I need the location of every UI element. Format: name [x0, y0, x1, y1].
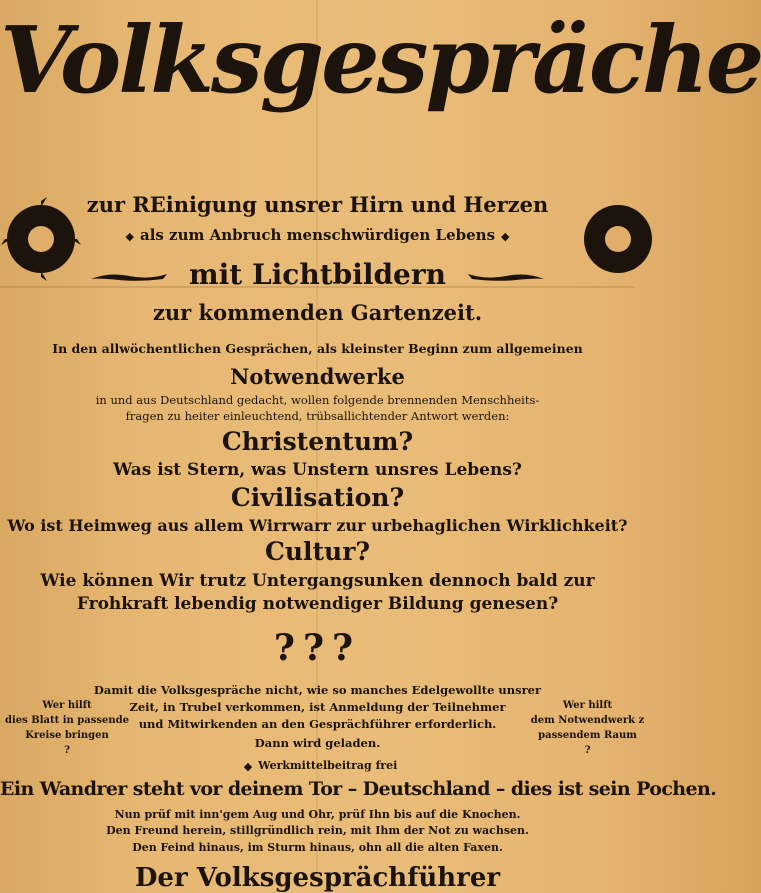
subtitle-line-1: zur REinigung unsrer Hirn und Herzen	[86, 192, 549, 217]
flourish-right-icon	[466, 270, 546, 284]
wandrer-verse-line-2: Nun prüf mit inn'gem Aug und Ohr, prüf Ihn bis auf die Knochen.	[114, 808, 521, 821]
question-civilisation: Wo ist Heimweg aus allem Wirrwarr zur urbehaglichen Wirklichkeit?	[7, 516, 628, 535]
heading-christentum: Christentum?	[221, 427, 414, 456]
notice-line-4: Dann wird geladen.	[254, 736, 381, 750]
side-left-line: dies Blatt in passende	[5, 715, 129, 726]
subtitle-line-2	[0, 226, 635, 244]
heading-civilisation: Civilisation?	[230, 483, 405, 512]
diamond-icon: ◆	[243, 759, 253, 773]
side-right-line: ?	[584, 745, 591, 756]
diamond-left-icon: ◆	[125, 229, 134, 243]
werkmittelbeitrag-text: Werkmittelbeitrag frei	[258, 759, 398, 772]
wandrer-verse-line-3: Den Freund herein, stillgründlich rein, mit Ihm der Not zu wachsen.	[106, 824, 529, 837]
poster-title: Volksgespräche	[0, 6, 761, 114]
notice-line-2: Zeit, in Trubel verkommen, ist Anmeldung der Teilnehmer	[129, 700, 506, 714]
intro-line-2: in und aus Deutschland gedacht, wollen folgende brennenden Menschheits-	[95, 393, 540, 407]
intro-line-3: fragen zu heiter einleuchtend, trübsallichtender Antwort werden:	[125, 409, 510, 423]
lichtbildern-text: mit Lichtbildern	[189, 258, 446, 291]
notice-line-1: Damit die Volksgespräche nicht, wie so manches Edelgewollte unsrer	[93, 683, 542, 697]
side-left-line: ?	[64, 745, 70, 756]
flourish-left-icon	[89, 270, 169, 284]
wandrer-verse-line-1: Ein Wandrer steht vor deinem Tor – Deutschland – dies ist sein Pochen.	[0, 778, 717, 800]
question-cultur-line-2: Frohkraft lebendig notwendiger Bildung genesen?	[76, 594, 559, 614]
side-right-line: passendem Raum	[538, 730, 637, 741]
wandrer-verse-line-4: Den Feind hinaus, im Sturm hinaus, ohn all die alten Faxen.	[132, 841, 503, 854]
intro-line-1: In den allwöchentlichen Gesprächen, als kleinster Beginn zum allgemeinen	[52, 341, 583, 356]
notwendwerke-heading: Notwendwerke	[230, 364, 405, 389]
notice-line-3: und Mitwirkenden an den Gesprächführer erforderlich.	[138, 717, 497, 731]
triple-question-marks: ???	[273, 627, 362, 669]
side-left-line: Kreise bringen	[25, 730, 109, 741]
signature-line-cropped: Der Volksgesprächführer	[134, 863, 501, 893]
heading-cultur: Cultur?	[264, 537, 371, 566]
gartenzeit-line: zur kommenden Gartenzeit.	[152, 300, 483, 325]
lichtbildern-line	[0, 258, 635, 291]
subtitle-line-2-text: als zum Anbruch menschwürdigen Lebens	[139, 226, 496, 244]
question-christentum: Was ist Stern, was Unstern unsres Lebens?	[113, 460, 522, 480]
diamond-right-icon: ◆	[501, 229, 510, 243]
question-cultur-line-1: Wie können Wir trutz Untergangsunken dennoch bald zur	[40, 571, 595, 591]
side-left-line: Wer hilft	[42, 700, 92, 711]
werkmittelbeitrag-line	[0, 759, 635, 773]
side-right-line: dem Notwendwerk z	[530, 715, 645, 726]
side-right-line: Wer hilft	[562, 700, 613, 711]
